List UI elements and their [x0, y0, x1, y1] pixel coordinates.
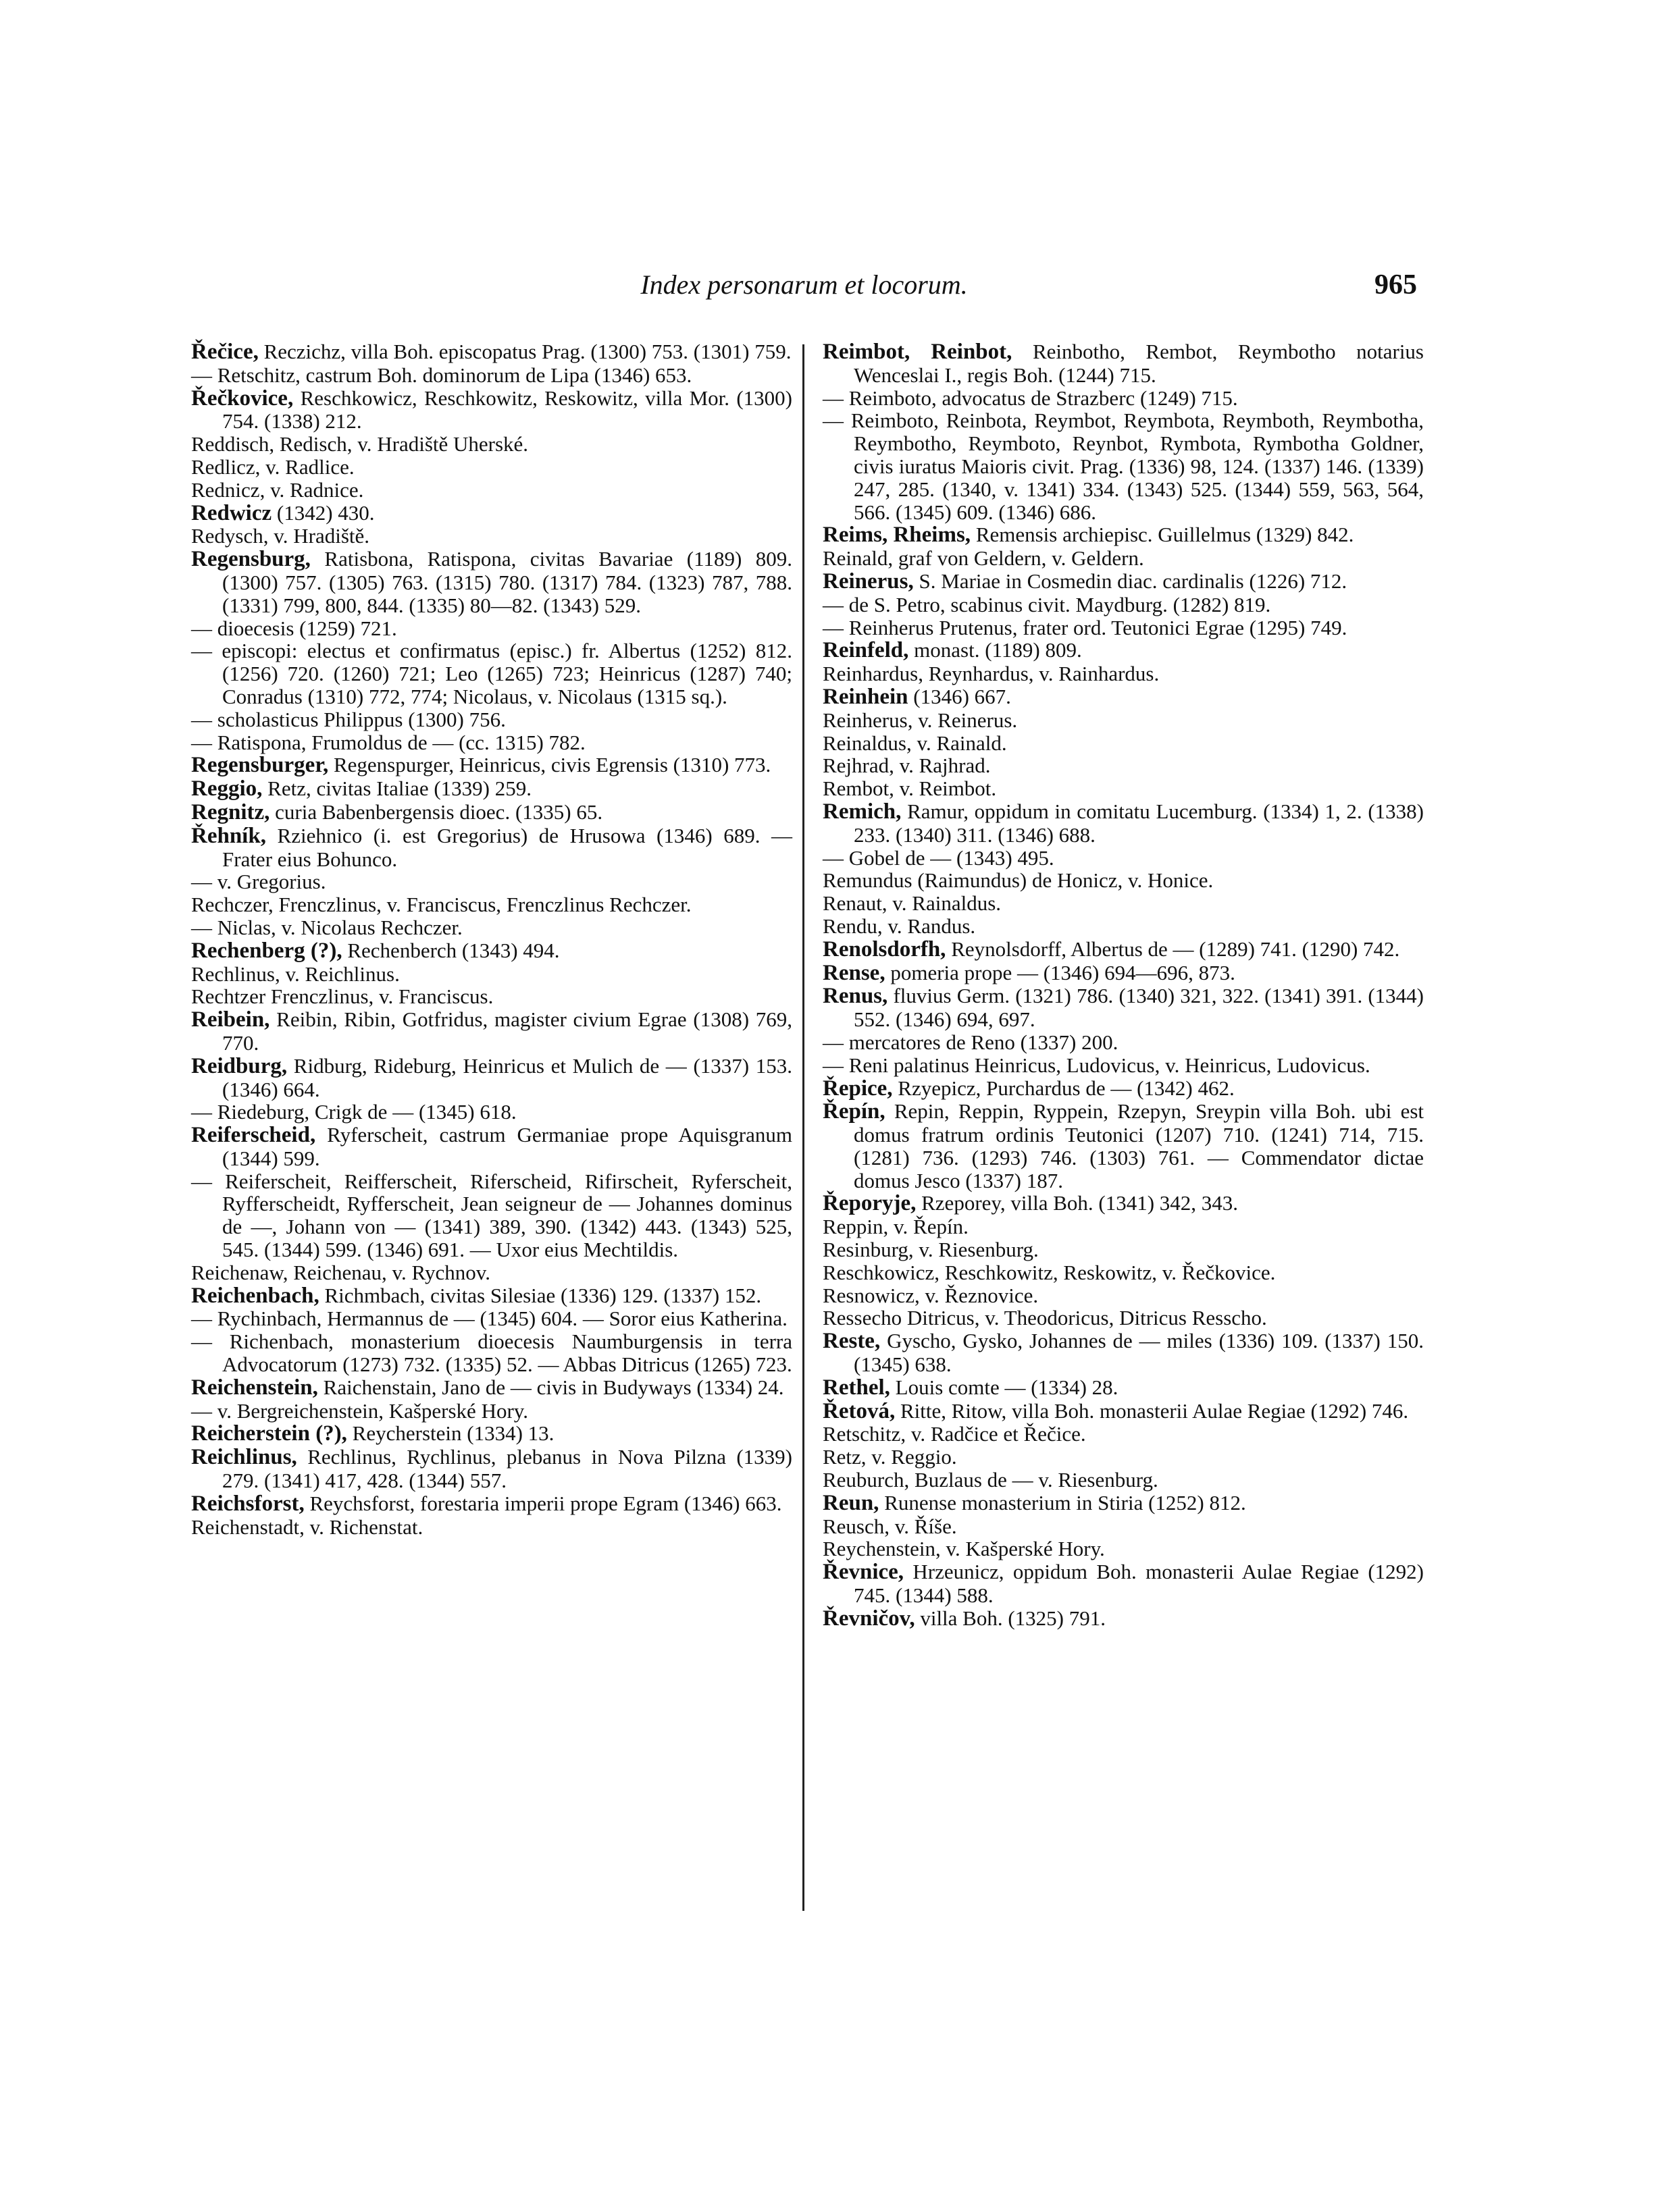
- index-entry: [191, 916, 792, 939]
- entry-headword: Řečkovice,: [191, 386, 294, 411]
- entry-text: Renaut, v. Rainaldus.: [823, 891, 1002, 916]
- index-entry: [823, 915, 1424, 938]
- entry-text: S. Mariae in Cosmedin diac. cardinalis (1226) 712.: [919, 569, 1347, 593]
- entry-headword: Redwicz: [191, 500, 272, 525]
- index-entry: [191, 1400, 792, 1423]
- entry-headword: Reimbot, Reinbot,: [823, 340, 1012, 364]
- index-entry: [191, 502, 792, 525]
- index-entry: [823, 709, 1424, 732]
- entry-text: Reschkowicz, Reschkowitz, Reskowitz, villa Mor. (1300) 754. (1338) 212.: [222, 386, 793, 433]
- index-entry: [191, 1055, 792, 1101]
- index-entry: [823, 1376, 1424, 1400]
- entry-headword: Reinfeld,: [823, 638, 909, 663]
- entry-headword: Řepín,: [823, 1099, 885, 1124]
- entry-text: Ramur, oppidum in comitatu Lucemburg. (1334) 1, 2. (1338) 233. (1340) 311. (1346) 688.: [854, 799, 1424, 847]
- index-entry: [823, 409, 1424, 523]
- entry-text: Gyscho, Gysko, Johannes de — miles (1336) 109. (1337) 150. (1345) 638.: [854, 1329, 1424, 1377]
- entry-headword: Řevničov,: [823, 1606, 915, 1631]
- index-entry: [823, 938, 1424, 962]
- entry-text: Richmbach, civitas Silesiae (1336) 129. (1337) 152.: [324, 1283, 762, 1307]
- entry-text: Resnowicz, v. Řeznovice.: [823, 1283, 1039, 1307]
- index-entry: [823, 1284, 1424, 1307]
- index-entry: [191, 985, 792, 1008]
- entry-text: Ritte, Ritow, villa Boh. monasterii Aulae Regiae (1292) 746.: [900, 1398, 1409, 1423]
- entry-text: Reddisch, Redisch, v. Hradiště Uherské.: [191, 432, 529, 456]
- entry-text: Reinald, graf von Geldern, v. Geldern.: [823, 546, 1144, 571]
- index-entry: [823, 892, 1424, 915]
- entry-headword: Řeporyje,: [823, 1191, 917, 1216]
- entry-text: Raichenstain, Jano de — civis in Budyways (1334) 24.: [323, 1375, 784, 1399]
- entry-text: Reynolsdorff, Albertus de — (1289) 741. (1290) 742.: [951, 937, 1400, 961]
- entry-text: Reinherus, v. Reinerus.: [823, 708, 1018, 732]
- index-entry: [823, 1054, 1424, 1077]
- index-entry: [823, 547, 1424, 570]
- entry-text: Reychsforst, forestaria imperii prope Egram (1346) 663.: [309, 1491, 782, 1515]
- index-entry: [191, 1170, 792, 1261]
- entry-headword: Reinhein: [823, 684, 908, 709]
- index-entry: [191, 754, 792, 777]
- entry-headword: Regensburg,: [191, 547, 311, 572]
- index-entry: [823, 1100, 1424, 1192]
- index-entry: [823, 847, 1424, 870]
- index-entry: [823, 1031, 1424, 1054]
- index-entry: [823, 639, 1424, 662]
- column-divider: [802, 344, 804, 1911]
- index-entry: [191, 1261, 792, 1284]
- entry-text: — v. Gregorius.: [191, 870, 326, 894]
- index-entry: [823, 1607, 1424, 1631]
- entry-text: Reycherstein (1334) 13.: [352, 1421, 555, 1446]
- entry-headword: Remich,: [823, 799, 902, 824]
- index-entry: [823, 1469, 1424, 1492]
- entry-text: — de S. Petro, scabinus civit. Maydburg. (1282) 819.: [823, 592, 1271, 616]
- entry-text: — Reiferscheit, Reifferscheit, Riferscheid, Rifirscheit, Ryferscheit, Ryfferscheidt, Ryfferscheit, Jean seigneur de — Johannes dominus de —, Johann von — (1341) 389, 390. (1342) 443. (1343) 525, 545. (1344) 599. (1346) 691. — Uxor eius Mechtildis.: [191, 1169, 792, 1262]
- entry-headword: Řehník,: [191, 823, 266, 848]
- entry-text: Ressecho Ditricus, v. Theodoricus, Ditricus Resscho.: [823, 1306, 1267, 1330]
- entry-text: Remundus (Raimundus) de Honicz, v. Honice.: [823, 868, 1214, 893]
- index-entry: [191, 939, 792, 963]
- index-entry: [823, 685, 1424, 709]
- entry-headword: Renus,: [823, 984, 888, 1009]
- entry-text: Reschkowicz, Reschkowitz, Reskowitz, v. Řečkovice.: [823, 1260, 1276, 1284]
- entry-text: Reinaldus, v. Rainald.: [823, 731, 1007, 755]
- entry-text: — episcopi: electus et confirmatus (episc.) fr. Albertus (1252) 812. (1256) 720. (1260) 721; Leo (1265) 723; Heinricus (1287) 740; Conradus (1310) 772, 774; Nicolaus, v. Nicolaus (1315 sq.).: [191, 639, 792, 708]
- entry-text: Rechlinus, v. Reichlinus.: [191, 962, 400, 986]
- entry-text: — Reni palatinus Heinricus, Ludovicus, v. Heinricus, Ludovicus.: [823, 1053, 1370, 1077]
- entry-text: — Richenbach, monasterium dioecesis Naumburgensis in terra Advocatorum (1273) 732. (1335) 52. — Abbas Ditricus (1265) 723.: [191, 1329, 792, 1377]
- index-entry: [823, 1560, 1424, 1607]
- entry-headword: Řečice,: [191, 340, 259, 364]
- entry-text: — Ratispona, Frumoldus de — (cc. 1315) 782.: [191, 730, 586, 754]
- index-entry: [191, 479, 792, 502]
- entry-headword: Reinerus,: [823, 569, 914, 594]
- index-entry: [191, 777, 792, 801]
- index-entry: [823, 594, 1424, 616]
- entry-text: Reinbotho, Rembot, Reymbotho notarius Wenceslai I., regis Boh. (1244) 715.: [854, 340, 1424, 387]
- index-entry: [823, 1423, 1424, 1446]
- index-entry: [823, 869, 1424, 892]
- entry-text: Louis comte — (1334) 28.: [895, 1375, 1118, 1399]
- index-entry: [191, 1307, 792, 1330]
- index-entry: [191, 870, 792, 893]
- entry-text: Rzyepicz, Purchardus de — (1342) 462.: [898, 1076, 1235, 1100]
- index-entry: [823, 1238, 1424, 1261]
- entry-headword: Reichsforst,: [191, 1491, 305, 1516]
- entry-text: Ryferscheit, castrum Germaniae prope Aquisgranum (1344) 599.: [222, 1123, 793, 1170]
- left-column: [191, 340, 792, 1538]
- entry-text: Redysch, v. Hradiště.: [191, 524, 370, 548]
- entry-text: Reuburch, Buzlaus de — v. Riesenburg.: [823, 1468, 1158, 1492]
- entry-text: (1342) 430.: [276, 500, 375, 525]
- entry-text: — Reinherus Prutenus, frater ord. Teutonici Egrae (1295) 749.: [823, 615, 1347, 639]
- index-entry: [191, 1008, 792, 1055]
- entry-headword: Regensburger,: [191, 753, 329, 778]
- index-entry: [823, 340, 1424, 387]
- entry-text: — dioecesis (1259) 721.: [191, 616, 397, 640]
- entry-text: villa Boh. (1325) 791.: [920, 1606, 1106, 1630]
- entry-headword: Řepice,: [823, 1076, 893, 1101]
- entry-text: fluvius Germ. (1321) 786. (1340) 321, 322. (1341) 391. (1344) 552. (1346) 694, 697.: [854, 984, 1424, 1032]
- entry-text: Regenspurger, Heinricus, civis Egrensis (1310) 773.: [333, 753, 771, 777]
- entry-text: Runense monasterium in Stiria (1252) 812.: [884, 1490, 1246, 1515]
- entry-text: — Reimboto, Reinbota, Reymbot, Reymbota, Reymboth, Reymbotha, Reymbotho, Reymboto, Reynbot, Rymbota, Rymbotha Goldner, civis iuratus Maioris civit. Prag. (1336) 98, 124. (1337) 146. (1339) 247, 285. (1340, v. 1341) 334. (1343) 525. (1344) 559, 563, 564, 566. (1345) 609. (1346) 686.: [823, 409, 1424, 524]
- entry-text: — Riedeburg, Crigk de — (1345) 618.: [191, 1100, 517, 1124]
- index-entry: [823, 1215, 1424, 1238]
- index-entry: [191, 340, 792, 364]
- index-entry: [823, 662, 1424, 685]
- entry-text: Rendu, v. Randus.: [823, 914, 976, 938]
- page-number: 965: [1374, 269, 1417, 300]
- entry-headword: Regnitz,: [191, 799, 270, 824]
- index-entry: [823, 1077, 1424, 1101]
- index-entry: [191, 1446, 792, 1492]
- entry-text: Reinhardus, Reynhardus, v. Rainhardus.: [823, 662, 1160, 686]
- entry-text: — Gobel de — (1343) 495.: [823, 845, 1054, 870]
- index-entry: [191, 456, 792, 479]
- entry-text: monast. (1189) 809.: [914, 638, 1082, 662]
- entry-text: Reychenstein, v. Kašperské Hory.: [823, 1537, 1105, 1561]
- page-header: [191, 269, 1417, 309]
- index-entry: [191, 617, 792, 640]
- entry-text: Retschitz, v. Radčice et Řečice.: [823, 1422, 1086, 1446]
- index-entry: [191, 433, 792, 456]
- entry-text: Rechtzer Frenczlinus, v. Franciscus.: [191, 984, 494, 1009]
- index-entry: [191, 1422, 792, 1446]
- entry-text: Hrzeunicz, oppidum Boh. monasterii Aulae Regiae (1292) 745. (1344) 588.: [854, 1560, 1424, 1608]
- index-entry: [823, 1400, 1424, 1423]
- index-entry: [191, 801, 792, 824]
- entry-headword: Reiferscheid,: [191, 1123, 316, 1148]
- entry-text: Repin, Reppin, Ryppein, Rzepyn, Sreypin villa Boh. ubi est domus fratrum ordinis Teutonici (1207) 710. (1241) 714, 715. (1281) 736. (1293) 746. (1303) 761. — Commendator dictae domus Jesco (1337) 187.: [854, 1099, 1424, 1192]
- index-entry: [823, 1192, 1424, 1215]
- entry-text: Rechczer, Frenczlinus, v. Franciscus, Frenczlinus Rechczer.: [191, 893, 692, 917]
- index-entry: [823, 570, 1424, 594]
- entry-text: (1346) 667.: [913, 684, 1011, 708]
- index-entry: [823, 962, 1424, 985]
- entry-text: Retz, civitas Italiae (1339) 259.: [267, 776, 532, 801]
- entry-text: — Niclas, v. Nicolaus Rechczer.: [191, 915, 463, 939]
- index-entry: [191, 364, 792, 387]
- index-entry: [191, 1376, 792, 1400]
- entry-headword: Reichenbach,: [191, 1283, 319, 1308]
- entry-headword: Řevnice,: [823, 1560, 904, 1585]
- index-entry: [191, 1330, 792, 1376]
- index-entry: [823, 1515, 1424, 1538]
- entry-text: Reusch, v. Říše.: [823, 1514, 957, 1538]
- index-entry: [191, 387, 792, 433]
- entry-text: — scholasticus Philippus (1300) 756.: [191, 707, 506, 731]
- index-entry: [191, 731, 792, 754]
- index-entry: [823, 1329, 1424, 1376]
- index-entry: [823, 1261, 1424, 1284]
- index-entry: [191, 963, 792, 986]
- index-entry: [823, 1537, 1424, 1560]
- index-entry: [823, 616, 1424, 639]
- index-entry: [191, 824, 792, 871]
- index-entry: [823, 1307, 1424, 1329]
- entry-text: pomeria prope — (1346) 694—696, 873.: [890, 960, 1235, 984]
- entry-text: Reichenstadt, v. Richenstat.: [191, 1515, 423, 1539]
- entry-text: — Rychinbach, Hermannus de — (1345) 604. — Soror eius Katherina.: [191, 1307, 788, 1331]
- index-entry: [823, 754, 1424, 777]
- entry-headword: Reibein,: [191, 1007, 270, 1032]
- entry-text: — v. Bergreichenstein, Kašperské Hory.: [191, 1398, 529, 1423]
- index-entry: [191, 1101, 792, 1124]
- index-entry: [823, 984, 1424, 1031]
- entry-text: Remensis archiepisc. Guillelmus (1329) 842.: [975, 523, 1354, 547]
- entry-text: Rechlinus, Rychlinus, plebanus in Nova Pilzna (1339) 279. (1341) 417, 428. (1344) 557.: [222, 1445, 793, 1493]
- entry-headword: Reims, Rheims,: [823, 523, 971, 548]
- entry-text: — mercatores de Reno (1337) 200.: [823, 1030, 1118, 1054]
- entry-text: Reczichz, villa Boh. episcopatus Prag. (1300) 753. (1301) 759.: [263, 340, 792, 363]
- entry-headword: Rethel,: [823, 1375, 890, 1400]
- entry-headword: Reste,: [823, 1329, 881, 1354]
- running-title: Index personarum et locorum.: [640, 269, 968, 300]
- entry-text: Ridburg, Rideburg, Heinricus et Mulich de — (1337) 153. (1346) 664.: [222, 1053, 793, 1101]
- entry-headword: Rense,: [823, 960, 885, 985]
- entry-text: — Reimboto, advocatus de Strazberc (1249) 715.: [823, 386, 1238, 410]
- right-column: [823, 340, 1424, 1631]
- entry-text: Rembot, v. Reimbot.: [823, 776, 997, 801]
- index-entry: [191, 893, 792, 916]
- index-entry: [191, 1284, 792, 1308]
- index-entry: [823, 523, 1424, 547]
- index-entry: [823, 1492, 1424, 1515]
- entry-headword: Reidburg,: [191, 1053, 288, 1078]
- index-entry: [191, 548, 792, 616]
- entry-text: Rzeporey, villa Boh. (1341) 342, 343.: [921, 1191, 1239, 1215]
- entry-headword: Reggio,: [191, 776, 263, 801]
- entry-headword: Rechenberg (?),: [191, 938, 342, 963]
- entry-headword: Reichenstein,: [191, 1375, 318, 1400]
- entry-headword: Reichlinus,: [191, 1445, 297, 1470]
- index-entry: [191, 1492, 792, 1516]
- entry-headword: Reun,: [823, 1490, 879, 1515]
- entry-text: Rziehnico (i. est Gregorius) de Hrusowa (1346) 689. — Frater eius Bohunco.: [222, 823, 793, 871]
- entry-text: Retz, v. Reggio.: [823, 1445, 957, 1469]
- entry-headword: Renolsdorfh,: [823, 937, 946, 962]
- entry-headword: Reicherstein (?),: [191, 1421, 347, 1446]
- entry-text: Ratisbona, Ratispona, civitas Bavariae (1189) 809. (1300) 757. (1305) 763. (1315) 780. (1317) 784. (1323) 787, 788. (1331) 799, 800, 844. (1335) 80—82. (1343) 529.: [222, 547, 792, 617]
- entry-text: — Retschitz, castrum Boh. dominorum de Lipa (1346) 653.: [191, 363, 692, 387]
- entry-text: Rejhrad, v. Rajhrad.: [823, 754, 991, 778]
- entry-text: Reichenaw, Reichenau, v. Rychnov.: [191, 1260, 490, 1284]
- entry-text: curia Babenbergensis dioec. (1335) 65.: [275, 799, 603, 824]
- entry-text: Resinburg, v. Riesenburg.: [823, 1238, 1039, 1262]
- index-entry: [823, 800, 1424, 847]
- index-entry: [823, 732, 1424, 755]
- index-entry: [191, 1124, 792, 1170]
- index-entry: [823, 387, 1424, 410]
- index-entry: [191, 525, 792, 548]
- index-entry: [823, 1446, 1424, 1469]
- index-entry: [191, 1516, 792, 1539]
- index-entry: [191, 708, 792, 731]
- entry-text: Reibin, Ribin, Gotfridus, magister civium Egrae (1308) 769, 770.: [222, 1007, 793, 1055]
- entry-text: Rechenberch (1343) 494.: [347, 938, 560, 962]
- index-entry: [191, 639, 792, 708]
- entry-text: Redlicz, v. Radlice.: [191, 454, 355, 479]
- entry-text: Rednicz, v. Radnice.: [191, 477, 364, 502]
- entry-headword: Řetová,: [823, 1398, 896, 1423]
- entry-text: Reppin, v. Řepín.: [823, 1215, 969, 1239]
- index-entry: [823, 777, 1424, 800]
